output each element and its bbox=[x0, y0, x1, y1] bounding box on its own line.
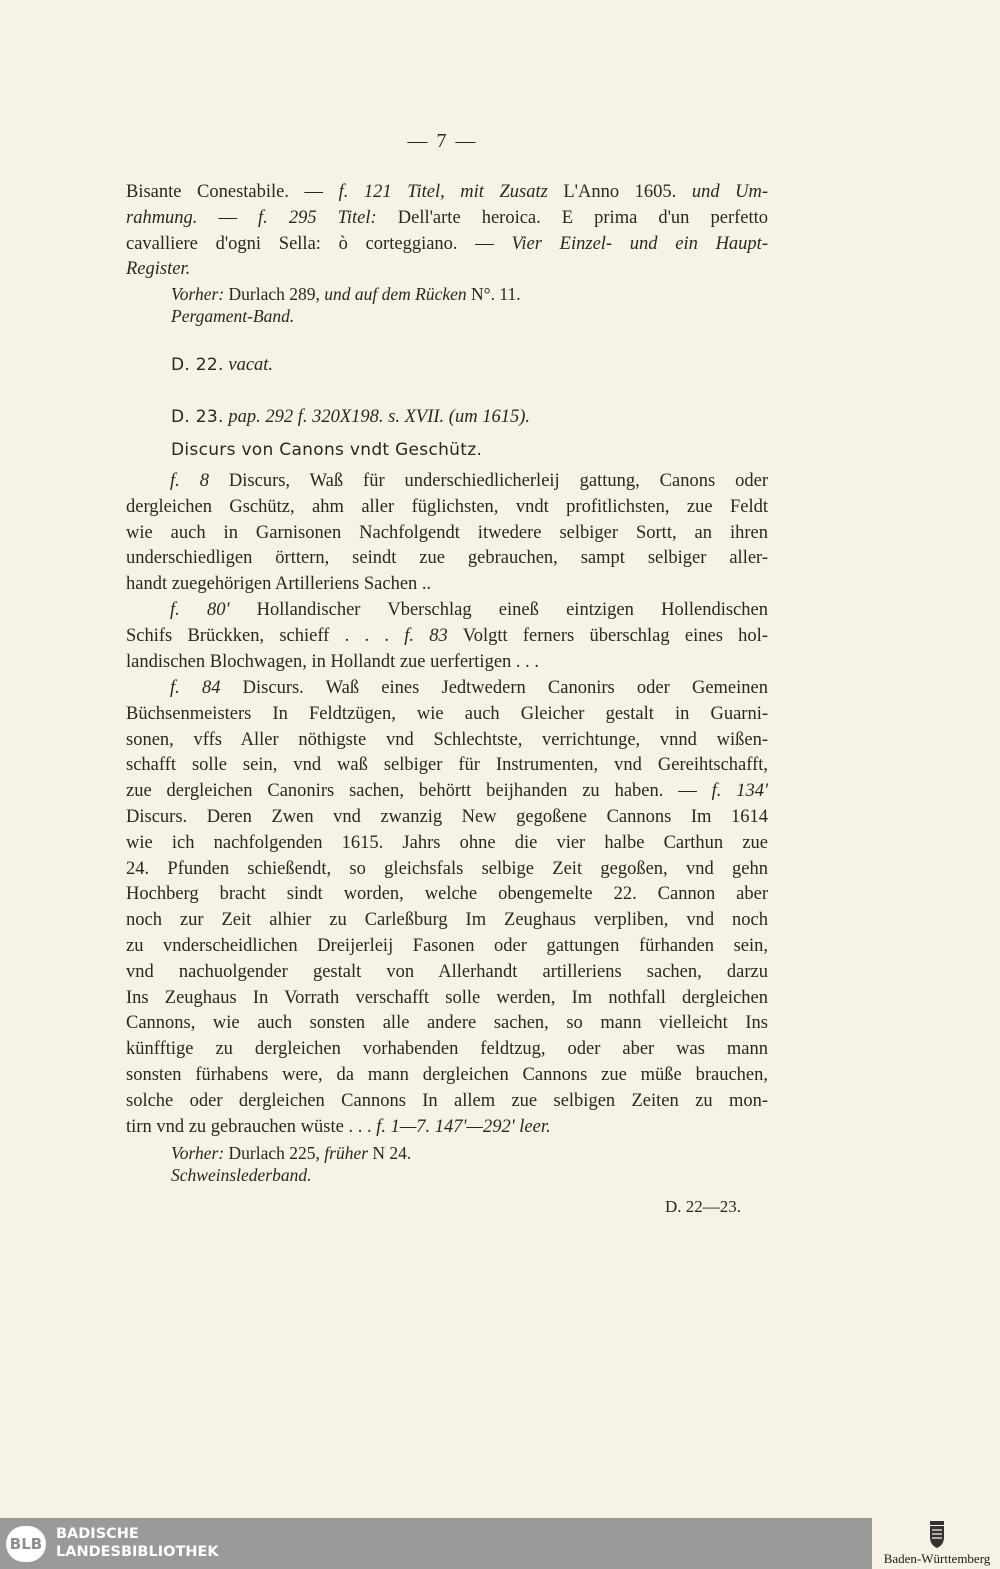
text-line: noch zur Zeit alhier zu Carleßburg Im Zeughaus verpliben, vnd noch bbox=[126, 910, 768, 931]
entry-d22: D. 22. vacat. bbox=[171, 355, 274, 375]
paragraph-f8 bbox=[126, 469, 768, 598]
text-line: Discurs. Deren Zwen vnd zwanzig New gegoßene Cannons Im 1614 bbox=[126, 806, 768, 827]
text-line: sonen, vffs Aller nöthigste vnd Schlechtste, verrichtunge, vnnd wißen- bbox=[126, 729, 768, 750]
library-name[interactable]: BADISCHE LANDESBIBLIOTHEK bbox=[56, 1526, 219, 1560]
page-number: — 7 — bbox=[407, 130, 478, 152]
text-line: 24. Pfunden schießendt, so gleichsfals selbige Zeit gegoßen, vnd gehn bbox=[126, 858, 768, 879]
state-crest-icon bbox=[928, 1521, 946, 1549]
text-line: underschiedligen örttern, seindt zue gebrauchen, sampt selbiger aller- bbox=[126, 548, 768, 569]
paragraph-d21-end bbox=[126, 180, 768, 283]
entry-d23-title: Discurs von Canons vndt Geschütz. bbox=[171, 440, 483, 460]
text-line: Hochberg bracht sindt worden, welche obengemelte 22. Cannon aber bbox=[126, 884, 768, 905]
text-line: f. 84 Discurs. Waß eines Jedtwedern Canonirs oder Gemeinen bbox=[170, 678, 768, 698]
text-line: sonsten fürhabens were, da mann dergleichen Cannons zue müße brauchen, bbox=[126, 1064, 768, 1085]
text-line: tirn vnd zu gebrauchen wüste . . . f. 1—7. 147'—292' leer. bbox=[126, 1116, 551, 1137]
text-line: landischen Blochwagen, in Hollandt zue uerfertigen . . . bbox=[126, 651, 540, 672]
text-line: dergleichen Gschütz, ahm aller füglichsten, vndt profitlichsten, zue Feldt bbox=[126, 496, 768, 517]
library-footer-bar bbox=[0, 1518, 1000, 1569]
text-line: f. 80' Hollandischer Vberschlag eineß eintzigen Hollendischen bbox=[170, 600, 768, 620]
text-line: Büchsenmeisters In Feldtzügen, wie auch Gleicher gestalt in Guarni- bbox=[126, 703, 768, 724]
text-line: vnd nachuolgender gestalt von Allerhandt artilleriens sachen, darzu bbox=[126, 961, 768, 982]
text-line: Cannons, wie auch sonsten alle andere sachen, so mann vielleicht Ins bbox=[126, 1013, 768, 1034]
provenance-note: Vorher: Durlach 225, früher N 24. Schweinslederband. bbox=[171, 1143, 412, 1185]
entry-d23-header: D. 23. pap. 292 f. 320X198. s. XVII. (um 1615). bbox=[171, 407, 530, 427]
text-line: wie auch in Garnisonen Nachfolgendt itwedere selbiger Sortt, an ihren bbox=[126, 522, 768, 543]
text-line: wie ich nachfolgenden 1615. Jahrs ohne die vier halbe Carthun zue bbox=[126, 832, 768, 853]
text-line: handt zuegehörigen Artilleriens Sachen .. bbox=[126, 574, 432, 595]
text-line: solche oder dergleichen Cannons In allem zue selbigen Zeiten zu mon- bbox=[126, 1090, 768, 1111]
text-line: Ins Zeughaus In Vorrath verschafft solle werden, Im nothfall dergleichen bbox=[126, 987, 768, 1008]
text-line: zue dergleichen Canonirs sachen, behörtt beijhanden zu haben. — f. 134' bbox=[126, 781, 768, 802]
paragraph-f80 bbox=[126, 598, 768, 675]
text-line: künfftige zu dergleichen vorhabenden feldtzug, oder aber was mann bbox=[126, 1039, 768, 1060]
text-line: cavalliere d'ogni Sella: ò corteggiano. — Vier Einzel- und ein Haupt- bbox=[126, 233, 768, 254]
text-line: f. 8 Discurs, Waß für underschiedlicherleij gattung, Canons oder bbox=[170, 471, 768, 491]
blb-logo[interactable]: BLB bbox=[6, 1526, 46, 1562]
text-line: zu vnderscheidlichen Dreijerleij Fasonen oder gattungen fürhanden sein, bbox=[126, 935, 768, 956]
paragraph-f84 bbox=[126, 676, 768, 1140]
text-line: Register. bbox=[126, 259, 191, 280]
baden-wuerttemberg-text: Baden-Württemberg bbox=[883, 1551, 991, 1566]
text-line: schafft solle sein, vnd waß selbiger für Instrumenten, vnd Gereihtschafft, bbox=[126, 755, 768, 776]
baden-wuerttemberg-badge[interactable] bbox=[872, 1518, 1000, 1569]
signature-ref: D. 22—23. bbox=[665, 1197, 742, 1216]
text-line: Bisante Conestabile. — f. 121 Titel, mit Zusatz L'Anno 1605. und Um- bbox=[126, 182, 769, 202]
text-line: rahmung. — f. 295 Titel: Dell'arte heroica. E prima d'un perfetto bbox=[126, 207, 769, 228]
provenance-note: Vorher: Durlach 289, und auf dem Rücken N°. 11. Pergament-Band. bbox=[171, 284, 521, 326]
text-line: Schifs Brückken, schieff . . . f. 83 Volgtt ferners überschlag eines hol- bbox=[126, 625, 768, 646]
